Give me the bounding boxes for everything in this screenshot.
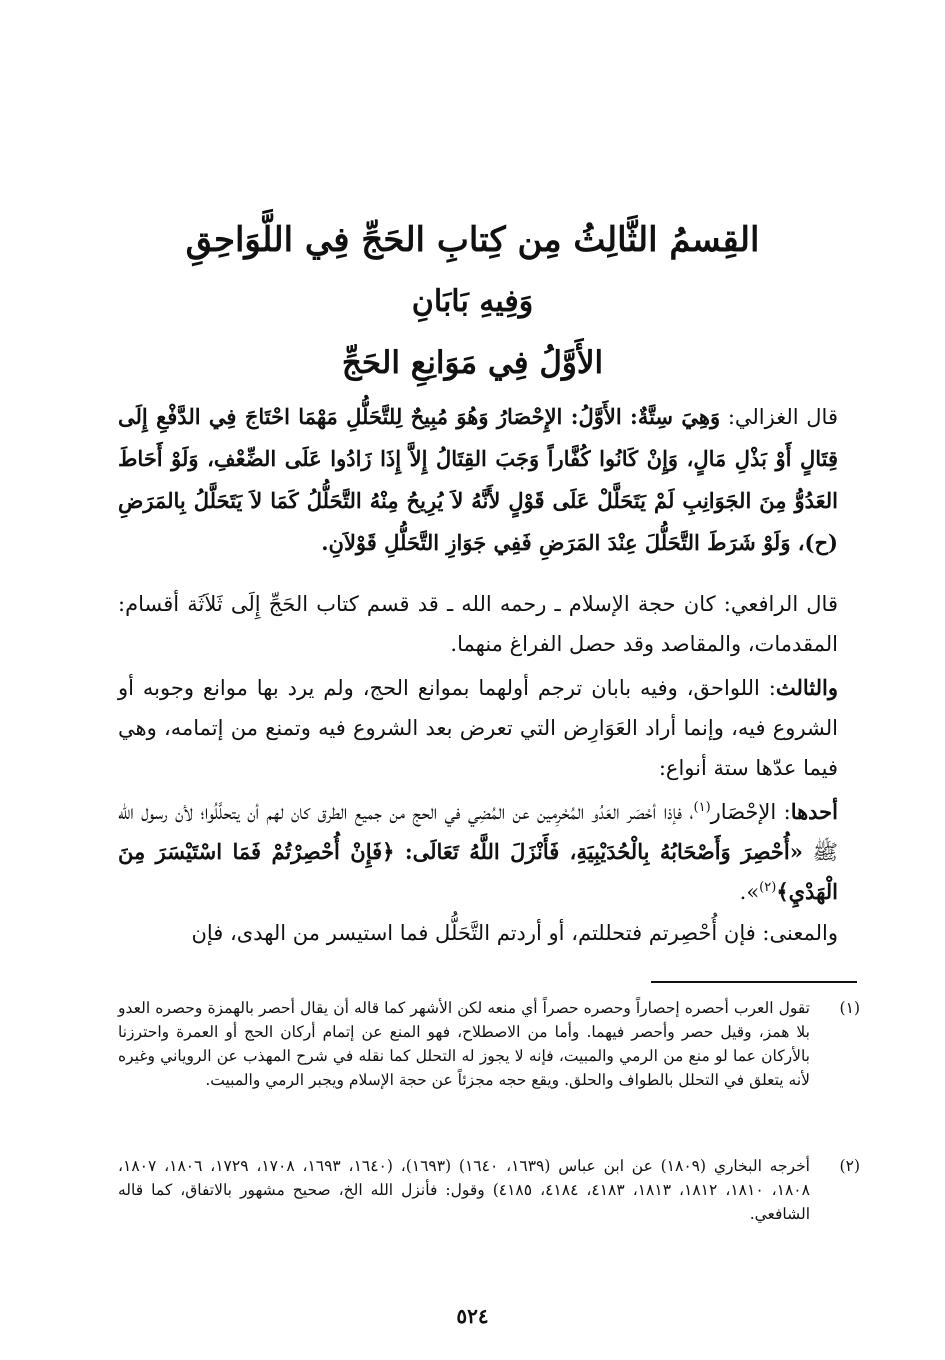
paragraph-lead: قال الغزالي: xyxy=(720,405,838,429)
paragraph-body: ، فإذا أحْصَر العَدُو المُحْرِمين عن المُضِي في الحج من جميع الطرق كان لهم أن يتحلَّلُوا؛ لأن رسول الله ﷺ xyxy=(118,800,838,864)
paragraph-rafii: قال الرافعي: كان حجة الإسلام ـ رحمه الله ـ قد قسم كتاب الحَجِّ إِلَى ثَلاَثَة أقسام: المقدمات، والمقاصد وقد حصل الفراغ منهما. xyxy=(118,592,838,656)
paragraph-meaning: والمعنى: فإن أُحْصِرتم فتحللتم، أو أردتم التَّحَلُّل فما استيسر من الهدى، فإن xyxy=(191,921,838,945)
paragraph-ghazali xyxy=(118,396,838,564)
paragraph-lead: والثالث xyxy=(775,675,838,700)
chapter-title: القِسمُ الثَّالِثُ مِن كِتابِ الحَجِّ فِي اللَّوَاحِقِ xyxy=(185,220,760,260)
footnote-ref-1[interactable]: (١) xyxy=(693,800,711,815)
chapter-subtitle: وَفِيهِ بَابَانِ xyxy=(411,284,534,319)
paragraph-third xyxy=(118,668,838,788)
footnote-text: أخرجه البخاري (١٨٠٩) عن ابن عباس (١٦٣٩، ١٦٤٠) (١٦٩٣)، (١٦٤٠، ١٦٩٣، ١٧٠٨، ١٧٢٩، ١٨٠٦، ١٨٠٧، ١٨٠٨، ١٨١٠، ١٨١٢، ١٨١٣، ٤١٨٣، ٤١٨٤، ٤١٨٥) وقول: فأنزل الله الخ، صحيح مشهور بالاتفاق، كما قاله الشافعي. xyxy=(118,1157,810,1223)
footnote-number: (١) xyxy=(839,999,860,1017)
section-title: الأَوَّلُ فِي مَوَانِعِ الحَجِّ xyxy=(341,345,604,381)
paragraph-end: ». xyxy=(739,880,760,904)
footnote-separator xyxy=(651,981,857,983)
paragraph-quote: وَهِيَ سِتَّةٌ: الأَوَّلُ: الإِحْصَارُ وَهُوَ مُبِيحٌ لِلتَّحَلُّلِ مَهْمَا احْتَاجَ فِي الدَّفْعِ إِلَى قِتَالٍ أَوْ بَذْلِ مَالٍ، وَإِنْ كَانُوا كُفَّاراً وَجَبَ القِتَالُ إِلاَّ إِذَا زَادُوا عَلَى الضِّعْفِ، وَلَوْ أَحَاطَ العَدُوُّ مِنَ الجَوَانِبِ لَمْ يَتَحَلَّلْ عَلَى قَوْلٍ لأَنَّهُ لاَ يُرِيحُ مِنْهُ التَّحَلُّلُ كَمَا لاَ يَتَحَلَّلُ بِالمَرَضِ (ح)، وَلَوْ شَرَطَ التَّحَلُّلَ عِنْدَ المَرَضِ فَفِي جَوَازِ التَّحَلُّلِ قَوْلاَنِ. xyxy=(118,404,838,555)
page-number: ٥٢٤ xyxy=(456,1304,489,1328)
paragraph-body: : اللواحق، وفيه بابان ترجم أولهما بموانع الحج، ولم يرد بها موانع وجوبه أو الشروع فيه، وإنما أراد العَوَارِض التي تعرض بعد الشروع فيه وتمنع من إتمامه، وهي فيما عدّها ستة أنواع: xyxy=(118,676,838,780)
paragraph-lead: أحدها xyxy=(790,799,838,824)
footnote-text: تقول العرب أحصره إحصاراً وحصره حصراً أي منعه لكن الأشهر كما قاله أن يقال أحصر بالهمزة وحصره العدو بلا همز، وقيل حصر وأحصر فيهما. وأما من الاصطلاح، فهو المنع عن إتمام أركان الحج أو العمرة واحترزنا بالأركان عما لو منع من الرمي والمبيت، فإنه لا يجوز له التحلل كما نقله في شرح المهذب عن الروياني وغيره لأنه يتعلق في التحلل بالطواف والحلق. ويقع حجه مجزئاً عن حجة الإسلام ويجبر الرمي والمبيت. xyxy=(118,999,810,1089)
footnote-1 xyxy=(118,996,860,1146)
footnote-number: (٢) xyxy=(839,1157,860,1175)
hadith-quote: «أُحْصِرَ وَأَصْحَابُهُ بِالْحُدَيْبِيَةِ، فَأَنْزَلَ اللَّهُ تَعَالَى: ﴿فَإِنْ أُحْصِرْتُمْ فَمَا اسْتَيْسَرَ مِنَ الْهَدْيِ﴾ xyxy=(118,839,838,904)
paragraph-body: : الإحْصَار xyxy=(710,800,791,824)
footnote-2 xyxy=(118,1154,860,1250)
paragraph-first-type xyxy=(118,792,838,912)
footnote-ref-2[interactable]: (٢) xyxy=(759,880,777,895)
